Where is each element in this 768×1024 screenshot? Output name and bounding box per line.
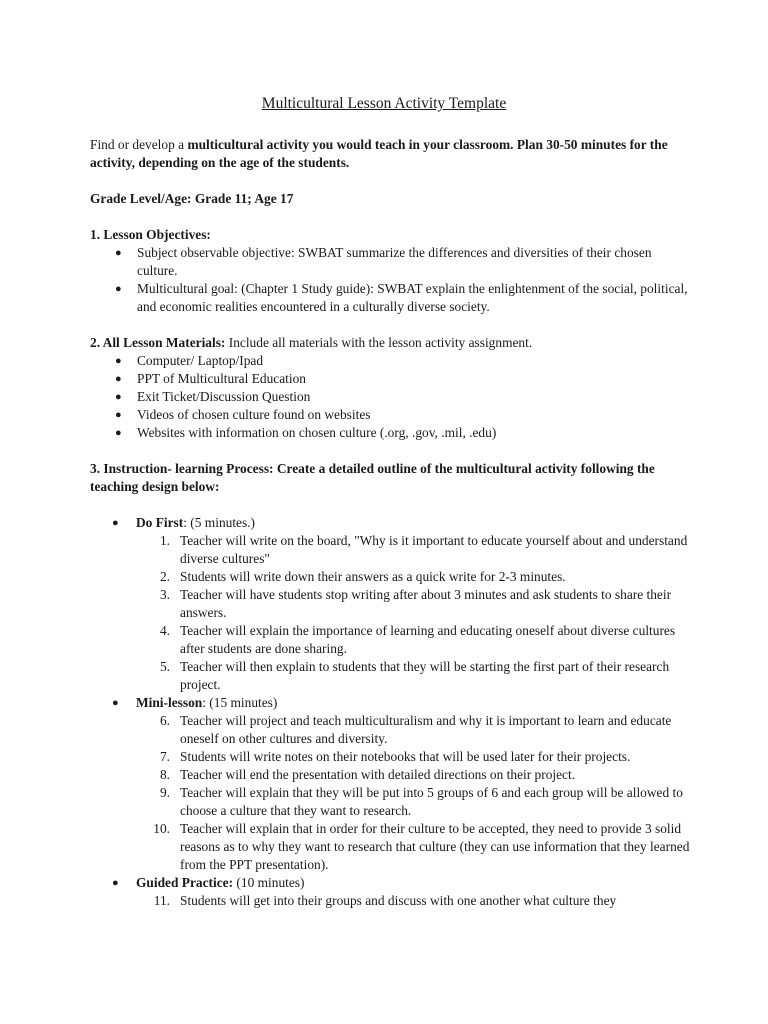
step-number: 1. xyxy=(159,533,170,548)
step-number: 8. xyxy=(159,767,170,782)
bullet-icon: ● xyxy=(115,409,122,421)
material-text: Websites with information on chosen culture (.org, .gov, .mil, .edu) xyxy=(137,425,497,440)
phase-time: (10 minutes) xyxy=(233,875,305,890)
step-number: 3. xyxy=(159,587,170,602)
list-item xyxy=(90,352,690,370)
list-item xyxy=(90,388,690,406)
step-item xyxy=(90,532,690,568)
phase-guided-practice xyxy=(90,874,690,892)
phase-name: Guided Practice: xyxy=(136,875,234,890)
step-text: Teacher will have students stop writing after about 3 minutes and ask students to share their answers. xyxy=(180,587,672,620)
mini-lesson-steps xyxy=(90,712,690,874)
bullet-icon: ● xyxy=(115,247,122,259)
step-item xyxy=(90,784,690,820)
step-item xyxy=(90,568,690,586)
materials-list xyxy=(90,352,690,442)
material-text: PPT of Multicultural Education xyxy=(137,371,306,386)
step-text: Students will get into their groups and discuss with one another what culture they xyxy=(180,893,617,908)
material-text: Computer/ Laptop/Ipad xyxy=(137,353,264,368)
bullet-icon: ● xyxy=(115,373,122,385)
step-text: Teacher will project and teach multiculturalism and why it is important to learn and educate oneself on other cultures and diversity. xyxy=(180,713,672,746)
phase-time: : (5 minutes.) xyxy=(183,515,256,530)
bullet-icon: ● xyxy=(112,697,119,709)
step-item xyxy=(90,892,690,910)
step-item xyxy=(90,766,690,784)
bullet-icon: ● xyxy=(112,517,119,529)
step-text: Teacher will explain the importance of learning and educating oneself about diverse cultures after students are done sharing. xyxy=(180,623,676,656)
step-text: Students will write notes on their notebooks that will be used later for their projects. xyxy=(180,749,631,764)
phase-do-first xyxy=(90,514,690,532)
phase-name: Mini-lesson xyxy=(136,695,203,710)
step-text: Students will write down their answers as a quick write for 2-3 minutes. xyxy=(180,569,566,584)
section3-heading: 3. Instruction- learning Process: Create a detailed outline of the multicultural activity following the teaching design below: xyxy=(90,461,655,494)
step-text: Teacher will write on the board, "Why is it important to educate yourself about and understand diverse cultures" xyxy=(180,533,688,566)
bullet-icon: ● xyxy=(115,391,122,403)
section1-heading: 1. Lesson Objectives: xyxy=(90,227,211,242)
guided-practice-steps xyxy=(90,892,690,910)
phases-list xyxy=(90,694,690,712)
objective-text: Multicultural goal: (Chapter 1 Study guide): SWBAT explain the enlightenment of the social, political, and economic realities encountered in a culturally diverse society. xyxy=(137,281,688,314)
step-text: Teacher will explain that in order for their culture to be accepted, they need to provide 3 solid reasons as to why they want to research that culture (they can use information that they learned from the PPT presentation). xyxy=(180,821,690,872)
section2-heading-line xyxy=(90,334,690,352)
step-number: 7. xyxy=(159,749,170,764)
page-title: Multicultural Lesson Activity Template xyxy=(261,95,507,112)
step-text: Teacher will end the presentation with detailed directions on their project. xyxy=(180,767,576,782)
objective-text: Subject observable objective: SWBAT summarize the differences and diversities of their chosen culture. xyxy=(137,245,652,278)
step-item xyxy=(90,586,690,622)
phase-time: : (15 minutes) xyxy=(202,695,278,710)
list-item xyxy=(90,406,690,424)
step-number: 4. xyxy=(159,623,170,638)
bullet-icon: ● xyxy=(112,877,119,889)
phase-name: Do First xyxy=(136,515,184,530)
step-number: 11. xyxy=(153,893,170,908)
step-number: 2. xyxy=(159,569,170,584)
step-number: 5. xyxy=(159,659,170,674)
step-item xyxy=(90,748,690,766)
list-item xyxy=(90,244,690,280)
bullet-icon: ● xyxy=(115,283,122,295)
material-text: Videos of chosen culture found on websites xyxy=(137,407,371,422)
step-text: Teacher will then explain to students that they will be starting the first part of their research project. xyxy=(180,659,670,692)
step-item xyxy=(90,712,690,748)
phase-mini-lesson xyxy=(90,694,690,712)
step-text: Teacher will explain that they will be put into 5 groups of 6 and each group will be allowed to choose a culture that they want to research. xyxy=(180,785,683,818)
list-item xyxy=(90,424,690,442)
grade-level: Grade Level/Age: Grade 11; Age 17 xyxy=(90,191,294,206)
step-item xyxy=(90,820,690,874)
phases-list xyxy=(90,874,690,892)
section2-desc: Include all materials with the lesson activity assignment. xyxy=(225,335,533,350)
list-item xyxy=(90,370,690,388)
phases-list xyxy=(90,514,690,532)
step-item xyxy=(90,622,690,658)
bullet-icon: ● xyxy=(115,355,122,367)
list-item xyxy=(90,280,690,316)
step-number: 10. xyxy=(153,821,170,836)
step-number: 6. xyxy=(159,713,170,728)
intro-paragraph xyxy=(90,136,690,172)
intro-bold: multicultural activity you would teach in your classroom. Plan 30-50 minutes for the activity, depending on the age of the students. xyxy=(90,137,668,170)
bullet-icon: ● xyxy=(115,427,122,439)
intro-lead: Find or develop a xyxy=(90,137,188,152)
step-item xyxy=(90,658,690,694)
objectives-list xyxy=(90,244,690,316)
do-first-steps xyxy=(90,532,690,694)
section2-heading: 2. All Lesson Materials: xyxy=(90,335,226,350)
document-body xyxy=(90,136,690,910)
material-text: Exit Ticket/Discussion Question xyxy=(137,389,311,404)
step-number: 9. xyxy=(159,785,170,800)
